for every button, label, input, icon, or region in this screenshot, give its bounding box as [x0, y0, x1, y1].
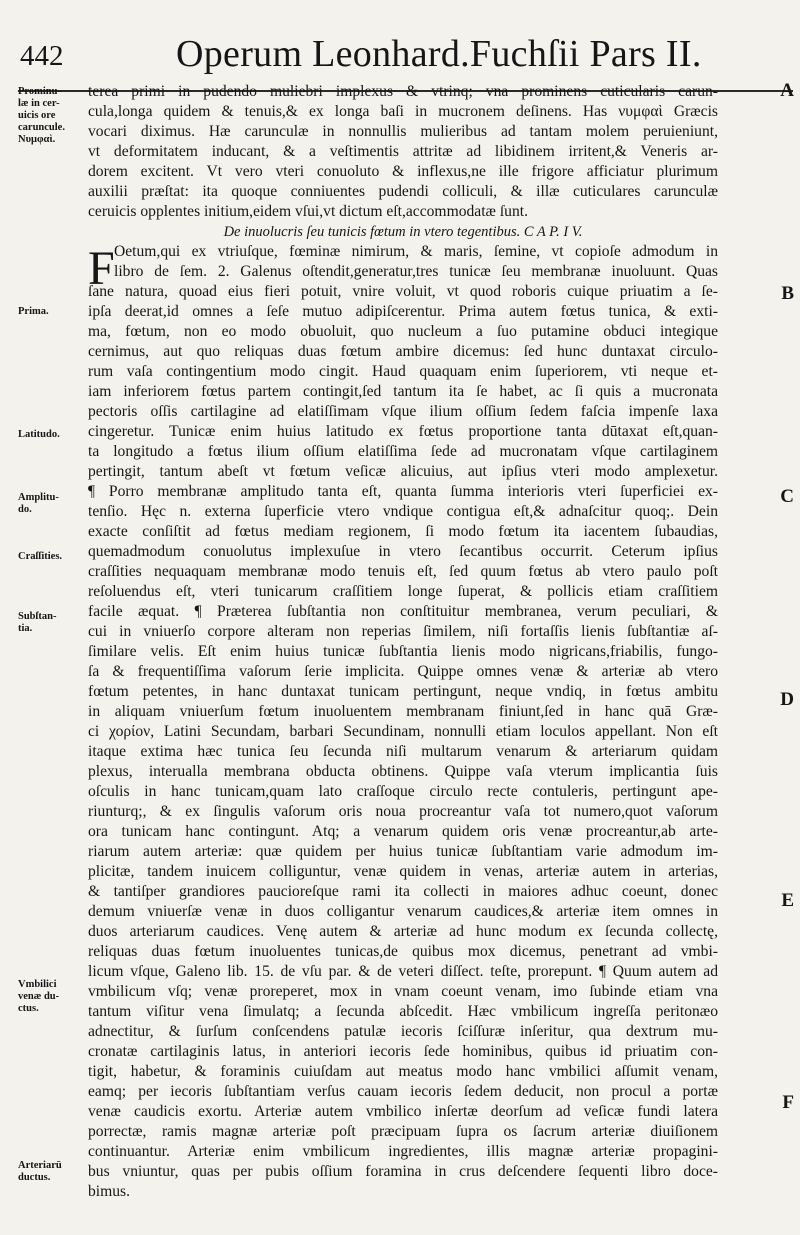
margin-note-text: Amplitu- do. — [18, 492, 59, 515]
text-line: bimus. — [88, 1183, 131, 1200]
text-line: demum vniuerſæ venæ in duos colligantur venarum caudices,& arteriæ item omnes in — [88, 903, 718, 920]
text-line: plicitæ, tandem inuicem colliguntur, venæ quidem in venas, arteriæ autem in arterias, — [88, 863, 718, 880]
page-header — [0, 22, 800, 77]
text-line: ci χορίον, Latini Secundam, barbari Secundinam, nonnulli etiam loculos appellant. Non eſt — [88, 723, 718, 740]
text-line: ceruicis opplentes initium,eidem vſui,vt dictum eſt,accommodatæ ſunt. — [88, 203, 528, 220]
text-line: facile æquat. ¶ Præterea ſubſtantia non conſtituitur membranea, verum peculiari, & — [88, 603, 718, 620]
margin-note-text: Vmbilici venæ du- ctus. — [18, 979, 60, 1014]
text-line: eamq; per iecoris ſubſtantiam verſus cauam iecoris ſedem deducit, non procul a portæ — [88, 1083, 718, 1100]
page-number: 442 — [20, 40, 64, 72]
drop-cap: F — [88, 242, 115, 295]
text-line: venæ caudicis exortu. Arteriæ autem vmbilico inſertæ deorſum ad veſicæ fundi latera — [88, 1103, 718, 1120]
chapter-title: De inuolucris ſeu tunicis fœtum in vtero tegentibus. C A P. I V. — [223, 224, 583, 240]
side-letter-f: F — [782, 1092, 794, 1113]
side-letter-b: B — [781, 283, 794, 304]
text-line: exacte conſiſtit ad fœtus mediam regionem, ſi modo fœtum ita iacentem ſubaudias, — [88, 523, 718, 540]
text-line: ta longitudo a fœtus ilium oſſium elatiſſima ſede ad mucronatam vſque cartilaginem — [88, 443, 718, 460]
text-line: auxilii præſtat: ita quoque conniuentes pudendi colliculi, & illæ cuticulares carunculæ — [88, 183, 718, 200]
text-line: ¶ Porro membranæ amplitudo tanta eſt, quanta ſumma interioris vteri ſuperficiei ex- — [88, 483, 718, 500]
text-line: porrectæ, ramis magnæ arteriæ poſt præcipuam ſupra os ſacrum arteriæ diuiſionem — [88, 1123, 718, 1140]
text-line: licum vſque, Galeno lib. 15. de vſu par. & de veteri diſſect. teſte, prorepunt. ¶ Quum autem ad — [88, 963, 718, 980]
margin-note-prominulae — [18, 86, 86, 146]
margin-note-text: Subſtan- tia. — [18, 611, 57, 634]
margin-note-arteriarum — [18, 1160, 86, 1184]
text-line: ſa & frequentiſſima vaſorum ſerie implicita. Quippe omnes venæ & arteriæ ab vtero — [88, 663, 718, 680]
text-line: riarum autem arteriæ: quæ quidem per huius tunicæ ſubſtantiam varie admodum im- — [88, 843, 718, 860]
text-line: quemadmodum conuolutus implexuſue in vtero ſecantibus occurrit. Ceterum ipſius — [88, 543, 718, 560]
text-line: pertingit, tantum abeſt vt fœtum veſicæ alicuius, aut ipſius vteri modo amplexetur. — [88, 463, 718, 480]
text-line: cingeretur. Tunicæ enim huius latitudo ex fœtus proportione tanta dūtaxat eſt,quan- — [88, 423, 718, 440]
text-line: dorem excitent. Vt vero vteri conuoluto & inflexus,ne ille frigore afficiatur plurimum — [88, 163, 718, 180]
text-line: reſoluendus eſt, vteri tunicarum craſſitiem longe ſuperat, & pollicis etiam craſſitiem — [88, 583, 718, 600]
text-line: tantum viſitur vena ſimulatq; a ſecunda abſcedit. Hæc vmbilicum ingreſſa peritonæo — [88, 1003, 718, 1020]
text-line: riunturq;, & ex ſingulis vaſorum oris noua procreantur vaſa tot numero,quot vaſorum — [88, 803, 718, 820]
text-line: cui in vniuerſo corpore alteram non reperias ſimilem, niſi fortaſſis lienis ſubſtantiæ aſ- — [88, 623, 718, 640]
text-line: & tantiſper grandiores paucioreſque rami ita collecti in maiores adhuc coeunt, donec — [88, 883, 718, 900]
text-line: rum vaſa contingentium modo cingit. Haud quaquam enim ſuperiorem, vti neque et- — [88, 363, 718, 380]
text-line: cula,longa quidem & tenuis,& ex longa baſi in mucronem deſinens. Has νυμφαὶ Græcis — [88, 103, 718, 120]
margin-note-amplitudo — [18, 492, 86, 516]
text-line: vmbilicum vſq; venæ proreperet, mox in vnam coeunt venam, imo ſubinde etiam vna — [88, 983, 718, 1000]
text-line: adnectitur, & ſurſum conſcendens patulæ iecoris ſciſſuræ inſeritur, qua dextrum mu- — [88, 1023, 718, 1040]
text-line: in aliquam vniuerſum fœtum inuoluentem membranam finiunt,ſed in hanc quā Græ- — [88, 703, 718, 720]
margin-note-crassities — [18, 551, 86, 563]
text-line: craſſities nequaquam membranæ modo tenuis eſt, ſed quum fœtus ab vtero paulo poſt — [88, 563, 718, 580]
margin-note-prima — [18, 306, 86, 318]
text-line: cronatæ cartilaginis latus, in anteriori iecoris ſede hominibus, quibus id priuatim con- — [88, 1043, 718, 1060]
main-text — [88, 82, 718, 1202]
text-line: iam inferiorem fœtus partem contingit,ſed tantum ita ſe habet, ac ſi quis a mucronata — [88, 383, 718, 400]
side-letter-c: C — [780, 486, 794, 507]
margin-note-text: Arteriarū ductus. — [18, 1160, 62, 1183]
margin-note-text: Craſſities. — [18, 551, 63, 562]
text-line: pectoris oſſis cartilagine ad elatiſſimam vſque ilium oſſium ſedem faſcia impenſe laxa — [88, 403, 718, 420]
text-line: fœtum petentes, in hanc duntaxat tunicam pertingunt, neque vndiq, in fœtus ambitu — [88, 683, 718, 700]
text-line: continuantur. Arteriæ enim vmbilicum ingredientes, illis magnæ arteriæ propagini- — [88, 1143, 718, 1160]
running-head: Operum Leonhard.Fuchſii Pars II. — [176, 33, 702, 75]
text-line: bus vniuntur, quas per pubis oſſium foramina in crus deſcendere ſequenti libro doce- — [88, 1163, 718, 1180]
margin-note-text: Latitudo. — [18, 429, 60, 440]
text-line: tigit, habetur, & foraminis cuiuſdam aut meatus modo hanc vmbilici aſſumit venam, — [88, 1063, 718, 1080]
margin-note-substantia — [18, 611, 86, 635]
text-line: ſane natura, quoad eius fieri potuit, vnire voluit, vt quod roboris cuique priuatim a ſe- — [88, 283, 718, 300]
text-line: ſimilare velis. Eſt enim huius tunicæ ſubſtantia lienis modo nigricans,friabilis, fungo- — [88, 643, 718, 660]
text-line: tenſio. Hęc n. externa ſuperficie vtero vndique contigua eſt,& adnaſcitur quoq;. Dein — [88, 503, 718, 520]
text-line: plexus, interualla membrana obducta obtinens. Quippe vaſa vterum implicantia ſuis — [88, 763, 718, 780]
margin-note-umbilici-venae — [18, 979, 86, 1015]
side-letter-a: A — [780, 80, 794, 101]
text-line: Oetum,qui ex vtriuſque, fœminæ nimirum, & maris, ſemine, vt copioſe admodum in — [114, 243, 718, 260]
side-letter-e: E — [781, 890, 794, 911]
margin-note-text: Prima. — [18, 306, 49, 317]
text-line: vocari diximus. Hæ carunculæ in nonnullis mulieribus ad tantam molem peruieniunt, — [88, 123, 718, 140]
text-line: terea primi in pudendo muliebri implexus & vtrinq; vna prominens cuticularis carun- — [88, 83, 718, 100]
text-line: vt deformitatem inducant, & a veſtimentis attritæ ad libidinem irritent,& Veneris ar- — [88, 143, 718, 160]
text-line: cernimus, aut quo reliquas duas fœtum ambire dicemus: ſed hunc duntaxat circulo- — [88, 343, 718, 360]
text-line: duos arteriarum caudices. Venę autem & arteriæ ad hunc modum ex ſecunda collectę, — [88, 923, 718, 940]
text-line: reliquas duas fœtum inuoluentes tunicas,de quibus mox dicemus, penetrant ad vmbi- — [88, 943, 718, 960]
text-line: ora tunicam hanc contingunt. Atq; a venarum quidem oris venæ procreantur,ab arte- — [88, 823, 718, 840]
text-line: ipſa deerat,id omnes a ſeſe mutuo adipiſcerentur. Prima autem fœtus tunica, & exti- — [88, 303, 718, 320]
text-line: oſculis in hanc tunicam,quam lato craſſoque circulo recte contuleris, pertingunt ape- — [88, 783, 718, 800]
text-line: itaque extima hæc tunica ſeu ſecunda niſi multarum venarum & arteriarum quidam — [88, 743, 718, 760]
margin-note-text: Prominu- læ in cer- uicis ore caruncule. Νυμφαὶ. — [18, 86, 65, 145]
side-letter-d: D — [780, 689, 794, 710]
margin-note-latitudo — [18, 429, 86, 441]
text-line: ma, fœtum, non eo modo obuoluit, quo nucleum a ſuo putamine obduci integique — [88, 323, 718, 340]
text-line: libro de ſem. 2. Galenus oſtendit,generatur,tres tunicæ ſeu membranæ inuoluunt. Quas — [114, 263, 718, 280]
